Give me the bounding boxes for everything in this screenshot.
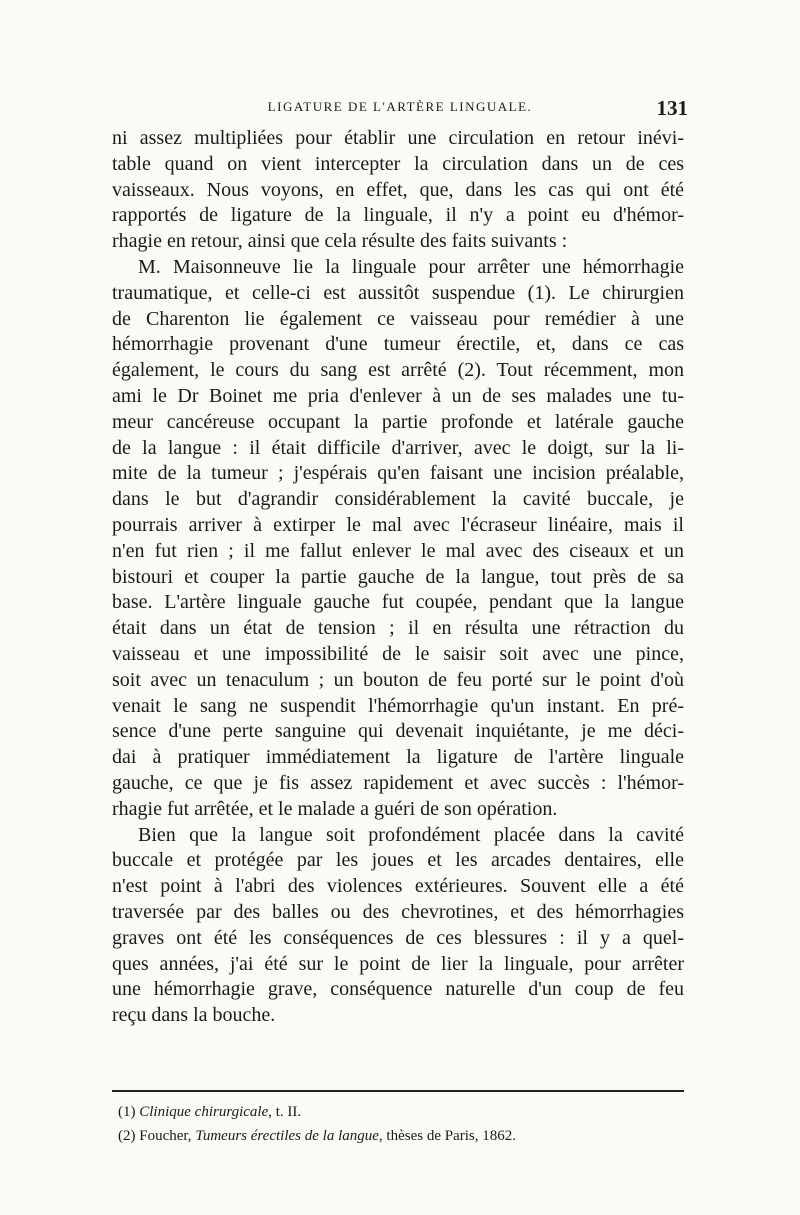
- text-line: également, le cours du sang est arrêté (2). Tout récemment, mon: [112, 359, 684, 382]
- text-line: bistouri et couper la partie gauche de la langue, tout près de sa: [112, 565, 684, 588]
- text-line: était dans un état de tension ; il en résulta une rétraction du: [112, 617, 684, 640]
- footnote-2: [118, 1124, 678, 1148]
- text-line: traumatique, et celle-ci est aussitôt suspendue (1). Le chirurgien: [112, 281, 684, 304]
- paragraph-start: M. Maisonneuve lie la linguale pour arrêter une hémorrhagie: [138, 255, 684, 278]
- text-line: hémorrhagie provenant d'une tumeur érectile, et, dans ce cas: [112, 333, 684, 356]
- footnote-author: Foucher,: [139, 1128, 196, 1144]
- text-line: mite de la tumeur ; j'espérais qu'en faisant une incision préalable,: [112, 462, 684, 485]
- text-line: rapportés de ligature de la linguale, il n'y a point eu d'hémor-: [112, 204, 684, 227]
- text-line: n'est point à l'abri des violences extérieures. Souvent elle a été: [112, 875, 684, 898]
- text-line: gauche, ce que je fis assez rapidement et avec succès : l'hémor-: [112, 771, 684, 794]
- text-line: graves ont été les conséquences de ces blessures : il y a quel-: [112, 926, 684, 949]
- text-line: base. L'artère linguale gauche fut coupée, pendant que la langue: [112, 591, 684, 614]
- page-number: 131: [656, 96, 688, 120]
- text-line: rhagie en retour, ainsi que cela résulte des faits suivants :: [112, 230, 568, 253]
- text-line: sence d'une perte sanguine qui devenait inquiétante, je me déci-: [112, 720, 684, 743]
- text-line: dans le but d'agrandir considérablement la cavité buccale, je: [112, 488, 684, 511]
- footnote-rule: [112, 1090, 684, 1092]
- paragraph-start: Bien que la langue soit profondément placée dans la cavité: [138, 823, 684, 846]
- text-line: traversée par des balles ou des chevrotines, et des hémorrhagies: [112, 900, 684, 923]
- text-line: table quand on vient intercepter la circulation dans un de ces: [112, 152, 684, 175]
- text-line: reçu dans la bouche.: [112, 1004, 276, 1027]
- text-line: ni assez multipliées pour établir une circulation en retour inévi-: [112, 127, 684, 149]
- footnote-title: Tumeurs érectiles de la langue: [195, 1128, 379, 1144]
- footnote-title: Clinique chirurgicale: [139, 1104, 269, 1120]
- text-line: de Charenton lie également ce vaisseau pour remédier à une: [112, 307, 684, 330]
- text-line: ami le Dr Boinet me pria d'enlever à un de ses malades une tu-: [112, 384, 684, 407]
- text-line: dai à pratiquer immédiatement la ligature de l'artère linguale: [112, 746, 684, 769]
- footnote-1: [118, 1100, 678, 1124]
- text-line: de la langue : il était difficile d'arriver, avec le doigt, sur la li-: [112, 436, 684, 459]
- running-head: [112, 96, 688, 120]
- body-text: [112, 126, 684, 1029]
- text-line: rhagie fut arrêtée, et le malade a guéri de son opération.: [112, 797, 558, 820]
- footnote-rest: , t. II.: [268, 1104, 302, 1120]
- text-line: une hémorrhagie grave, conséquence naturelle d'un coup de feu: [112, 978, 684, 1001]
- text-line: ques années, j'ai été sur le point de lier la linguale, pour arrêter: [112, 952, 684, 975]
- footnotes: [118, 1100, 678, 1148]
- footnote-marker: (1): [118, 1104, 136, 1120]
- text-line: soit avec un tenaculum ; un bouton de feu porté sur le point d'où: [112, 668, 684, 691]
- text-line: vaisseau et une impossibilité de le saisir soit avec une pince,: [112, 642, 684, 665]
- text-line: pourrais arriver à extirper le mal avec l'écraseur linéaire, mais il: [112, 513, 684, 536]
- footnote-marker: (2): [118, 1128, 136, 1144]
- text-line: buccale et protégée par les joues et les arcades dentaires, elle: [112, 849, 684, 872]
- footnote-rest: , thèses de Paris, 1862.: [378, 1128, 516, 1144]
- running-title: LIGATURE DE L'ARTÈRE LINGUALE.: [267, 99, 533, 114]
- text-line: venait le sang ne suspendit l'hémorrhagie qu'un instant. En pré-: [112, 694, 684, 717]
- text-line: meur cancéreuse occupant la partie profonde et latérale gauche: [112, 410, 684, 433]
- text-line: vaisseaux. Nous voyons, en effet, que, dans les cas qui ont été: [112, 178, 684, 201]
- text-line: n'en fut rien ; il me fallut enlever le mal avec des ciseaux et un: [112, 539, 684, 562]
